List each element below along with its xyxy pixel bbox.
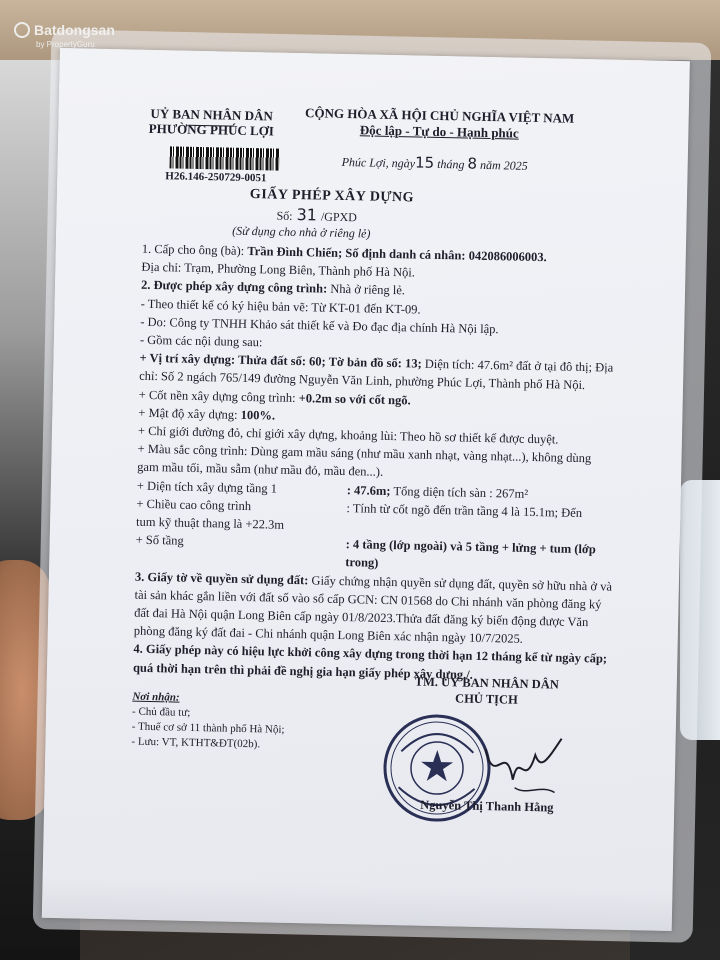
sign-org: TM. UỶ BAN NHÂN DÂN <box>414 674 559 692</box>
boundary-line: + Chỉ giới đường đỏ, chỉ giới xây dựng, khoảng lùi: Theo hồ sơ thiết kế được duyệt. <box>137 423 559 447</box>
signer-name: Nguyễn Thị Thanh Hằng <box>420 797 554 815</box>
document-number <box>276 205 357 226</box>
s3-head: 3. Giấy tờ về quyền sử dụng đất: <box>134 569 309 587</box>
watermark-sub: by PropertyGuru <box>36 40 95 49</box>
number-value: 31 <box>296 204 318 225</box>
issuer-line2: PHƯỜNG PHÚC LỢI <box>148 120 275 139</box>
s1-lead: 1. Cấp cho ông (bà): <box>141 241 245 258</box>
barcode <box>170 146 280 170</box>
date-prefix: Phúc Lợi, ngày <box>341 154 416 171</box>
recipients <box>131 690 285 753</box>
area-total: Tổng diện tích sàn : 267m² <box>393 483 529 501</box>
recipients-label: Nơi nhận: <box>132 690 180 704</box>
height-cont: tum kỹ thuật thang là +22.3m <box>135 514 285 532</box>
use-note: (Sử dụng cho nhà ở riêng lẻ) <box>232 223 371 241</box>
watermark-brand: Batdongsan <box>34 21 115 38</box>
recipient-item: - Chủ đầu tư; <box>131 705 191 719</box>
height-value: : Tính từ cốt ngõ đến trần tầng 4 là 15.1m; Đến <box>346 500 583 520</box>
floors-label: + Số tầng <box>135 532 184 548</box>
foundation-a: + Cốt nền xây dựng công trình: <box>138 387 296 405</box>
designer-line: - Do: Công ty TNHH Khảo sát thiết kế và Đo đạc địa chính Hà Nội lập. <box>140 314 499 337</box>
height-label: + Chiều cao công trình <box>136 496 252 513</box>
national-header <box>304 105 575 143</box>
document-title: GIẤY PHÉP XÂY DỰNG <box>249 187 415 206</box>
foundation-b: +0.2m so với cốt ngõ. <box>298 390 411 408</box>
recipient-item: - Lưu: VT, KTHT&ĐT(02b). <box>131 735 261 751</box>
design-line: - Theo thiết kế có ký hiệu bản vẽ: Từ KT-01 đến KT-09. <box>140 296 421 317</box>
national-motto: Độc lập - Tự do - Hạnh phúc <box>359 122 519 141</box>
s1-address: Địa chỉ: Trạm, Phường Long Biên, Thành phố Hà Nội. <box>141 259 416 280</box>
s2-head: 2. Được phép xây dựng công trình: <box>140 278 328 297</box>
content-head: - Gồm các nội dung sau: <box>139 332 263 350</box>
permit-document <box>42 48 690 931</box>
issuer-header <box>136 106 287 139</box>
brand-logo-icon <box>14 22 30 38</box>
date-year: năm 2025 <box>479 157 528 173</box>
section-3 <box>134 567 613 650</box>
location-a: + Vị trí xây dựng: Thửa đất số: 60; Tờ bản đồ số: 13; <box>139 350 422 371</box>
document-code: H26.146-250729-0051 <box>165 170 267 185</box>
s2-type: Nhà ở riêng lẻ. <box>330 282 406 298</box>
density-b: 100%. <box>240 407 276 423</box>
section-4: 4. Giấy phép này có hiệu lực khởi công xây dựng trong thời hạn 12 tháng kể từ ngày cấp; quá thời hạn trên thì phải đề nghị gia hạn giấy phép xây dựng./. <box>132 642 608 682</box>
number-suffix: /GPXD <box>320 209 358 225</box>
number-prefix: Số: <box>276 208 293 223</box>
area-value: : 47.6m; <box>346 482 391 498</box>
sign-role: CHỦ TỊCH <box>454 691 518 707</box>
location-b: Diện tích: 47.6m² đất ở tại đô thị; Địa chỉ: Số 2 ngách 765/149 đường Nguyễn Văn Linh, phường Phúc Lợi, Thành phố Hà Nội. <box>138 356 614 393</box>
date-month-label: tháng <box>437 156 465 172</box>
watermark <box>14 22 115 51</box>
date-month: 8 <box>467 154 478 173</box>
area-label: + Diện tích xây dựng tầng 1 <box>136 478 278 496</box>
s1-owner: Trần Đình Chiến; Số định danh cá nhân: 042086006003. <box>247 243 547 265</box>
issuer-line1: UỶ BAN NHÂN DÂN <box>150 105 273 124</box>
permit-body <box>133 240 620 687</box>
s3-text: Giấy chứng nhận quyền sử dụng đất, quyền sở hữu nhà ở và tài sản khác gắn liền với đất số vào sổ cấp GCN: CN 01568 do Chi nhánh văn phòng đăng ký đất đai Hà Nội quận Long Biên cấp ngày 01/8/2023.Thửa đất đăng ký biến động được Văn phòng đăng ký đất đai - Chi nhánh quận Long Biên xác nhận ngày 10/7/2025. <box>133 573 613 647</box>
national-title: CỘNG HÒA XÃ HỘI CHỦ NGHĨA VIỆT NAM <box>304 105 575 126</box>
signature-block <box>396 673 577 709</box>
density-a: + Mật độ xây dựng: <box>138 405 238 422</box>
floors-value: : 4 tầng (lớp ngoài) và 5 tầng + lửng + tum (lớp trong) <box>345 537 596 571</box>
recipient-item: - Thuế cơ sở 11 thành phố Hà Nội; <box>131 720 285 736</box>
issue-date <box>342 152 528 174</box>
handwritten-signature-icon <box>474 729 565 801</box>
colors-line: + Màu sắc công trình: Dùng gam mầu sáng (như mầu xanh nhạt, vàng nhạt...), không dùng gam mầu tối, mầu sẫm (như mầu đỏ, mầu đen...). <box>137 441 592 480</box>
date-day: 15 <box>414 153 435 172</box>
